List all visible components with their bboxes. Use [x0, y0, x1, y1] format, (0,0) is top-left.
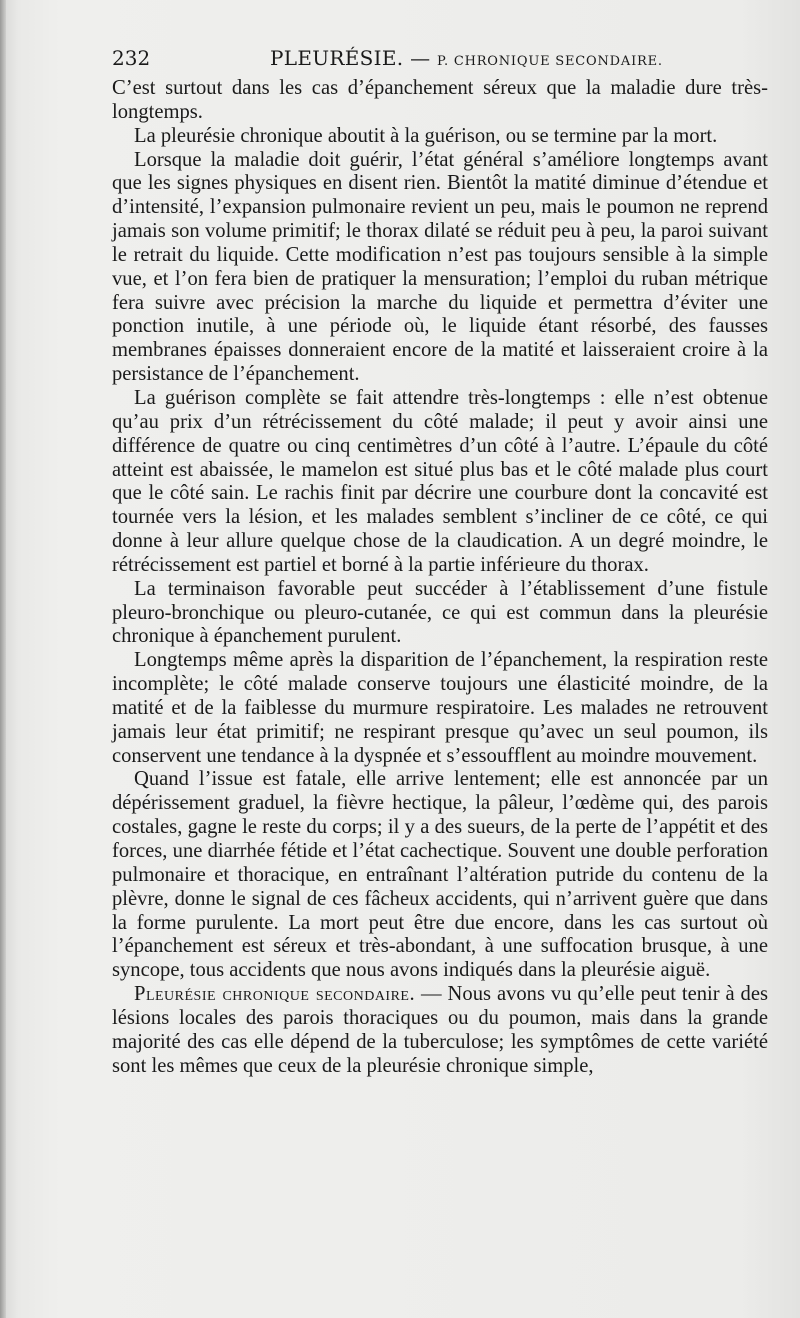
- page-binding-edge: [0, 0, 6, 1318]
- paragraph: Longtemps même après la disparition de l’épanchement, la respiration reste incomplète; le côté malade conserve toujours une élasticité moindre, de la matité et de la faiblesse du murmure respiratoire. Les malades ne retrouvent jamais leur état primitif; ne respirant presque qu’avec un seul poumon, ils conservent une tendance à la dyspnée et s’essoufflent au moindre mouvement.: [112, 649, 768, 767]
- paragraph: La guérison complète se fait attendre très-longtemps : elle n’est obtenue qu’au prix d’un rétrécissement du côté malade; il peut y avoir ainsi une différence de quatre ou cinq centimètres d’un côté à l’autre. L’épaule du côté atteint est abaissée, le mamelon est situé plus bas et le côté malade plus court que le côté sain. Le rachis finit par décrire une courbure dont la concavité est tournée vers la lésion, et les malades semblent s’incliner de ce côté, ce qui donne à leur allure quelque chose de la claudication. A un degré moindre, le rétrécissement est partiel et borné à la partie inférieure du thorax.: [112, 386, 768, 576]
- running-head: [270, 44, 663, 76]
- running-title: PLEURÉSIE. —: [270, 46, 431, 70]
- page-number: 232: [112, 46, 151, 70]
- paragraph-secondary: [112, 983, 768, 1078]
- running-subtitle: P. CHRONIQUE SECONDAIRE.: [437, 54, 663, 69]
- paragraph: C’est surtout dans les cas d’épanchement séreux que la maladie dure très-longtemps.: [112, 77, 768, 123]
- body-text: [112, 77, 768, 1078]
- paragraph: Lorsque la maladie doit guérir, l’état général s’améliore longtemps avant que les signes physiques en disent rien. Bientôt la matité diminue d’étendue et d’intensité, l’expansion pulmonaire revient un peu, mais le poumon ne reprend jamais son volume primitif; le thorax dilaté se réduit peu à peu, la paroi suivant le retrait du liquide. Cette modification n’est pas toujours sensible à la simple vue, et l’on fera bien de pratiquer la mensuration; l’emploi du ruban métrique fera suivre avec précision la marche du liquide et permettra d’éviter une ponction inutile, à une période où, le liquide étant résorbé, des fausses membranes épaisses donneraient encore de la matité et laisseraient croire à la persistance de l’épanchement.: [112, 148, 768, 386]
- paragraph: Quand l’issue est fatale, elle arrive lentement; elle est annoncée par un dépérissement graduel, la fièvre hectique, la pâleur, l’œdème qui, des parois costales, gagne le reste du corps; il y a des sueurs, de la perte de l’appétit et des forces, une diarrhée fétide et l’état cachectique. Souvent une double perforation pulmonaire et thoracique, en entraînant l’altération putride du contenu de la plèvre, donne le signal de ces fâcheux accidents, qui n’arrivent guère que dans la forme purulente. La mort peut être due encore, dans les cas surtout où l’épanchement est séreux et très-abondant, à une suffocation brusque, à une syncope, tous accidents que nous avons indiqués dans la pleurésie aiguë.: [112, 768, 768, 982]
- paragraph: La pleurésie chronique aboutit à la guérison, ou se termine par la mort.: [134, 124, 718, 147]
- paragraph: La terminaison favorable peut succéder à l’établissement d’une fistule pleuro-bronchique ou pleuro-cutanée, ce qui est commun dans la pleurésie chronique à épanchement purulent.: [112, 577, 768, 648]
- page-header: [112, 44, 772, 72]
- section-heading: Pleurésie chronique secondaire.: [134, 983, 416, 1006]
- paragraph-text: — Nous avons vu qu’elle peut tenir à des lésions locales des parois thoraciques ou du poumon, mais dans la grande majorité des cas elle dépend de la tuberculose; les symptômes de cette variété sont les mêmes que ceux de la pleurésie chronique simple,: [112, 983, 768, 1077]
